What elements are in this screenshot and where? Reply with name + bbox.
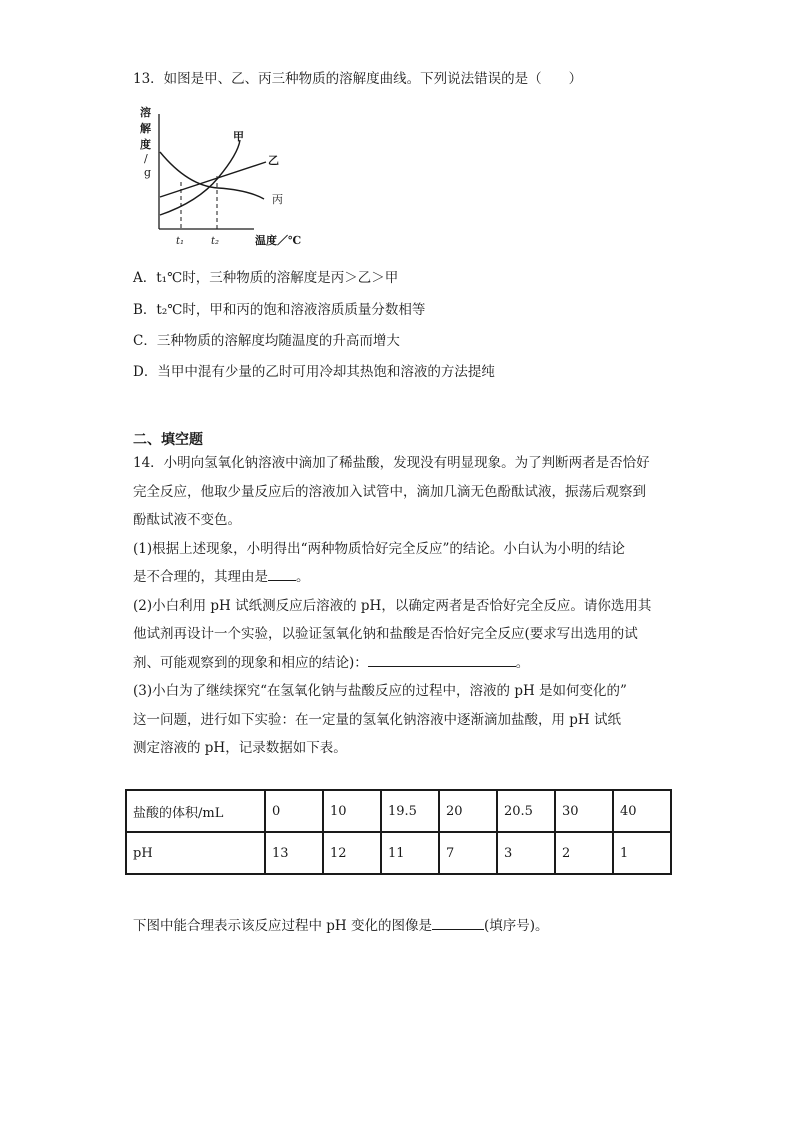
q14-part3-line: 这一问题，进行如下实验：在一定量的氢氧化钠溶液中逐渐滴加盐酸，用 pH 试纸 [133,711,621,728]
table-cell: 12 [323,832,381,874]
curve-jia-label: 甲 [233,130,244,143]
final-question-line: 下图中能合理表示该反应过程中 pH 变化的图像是 (填序号)。 [133,918,549,934]
curve-bing-label: 丙 [272,193,283,206]
y-label-char: 溶 [140,106,151,119]
answer-blank-1[interactable] [268,568,296,581]
option-d: D．当甲中混有少量的乙时可用冷却其热饱和溶液的方法提纯 [133,364,495,380]
y-label-char: 解 [140,122,151,135]
table-cell: 0 [265,790,323,832]
q14-part1-line: (1)根据上述现象，小明得出“两种物质恰好完全反应”的结论。小白认为小明的结论 [133,540,625,557]
table-cell: 7 [439,832,497,874]
section-title: 二、填空题 [133,432,203,448]
table-cell: 30 [555,790,613,832]
table-cell: 10 [323,790,381,832]
curve-jia [160,140,240,215]
curve-yi [160,162,266,197]
table-header-cell: pH [126,832,265,874]
table-cell: 19.5 [381,790,439,832]
table-row-ph [126,832,671,874]
q14-part3-line: 测定溶液的 pH，记录数据如下表。 [133,740,347,756]
solubility-curve-figure [138,100,308,252]
table-cell: 3 [497,832,555,874]
q14-intro-line: 酚酞试液不变色。 [133,512,241,528]
q14-part2-line3: 剂、可能观察到的现象和相应的结论)： 。 [133,654,530,671]
tick-t2-label: t₂ [211,236,220,247]
table-cell: 40 [613,790,671,832]
option-b: B．t₂℃时，甲和丙的饱和溶液溶质质量分数相等 [133,302,426,318]
y-label-char: / [144,152,148,165]
x-axis-label: 温度／℃ [255,234,302,247]
answer-blank-3[interactable] [432,917,484,930]
table-cell: 2 [555,832,613,874]
table-cell: 13 [265,832,323,874]
table-cell: 1 [613,832,671,874]
curve-yi-label: 乙 [268,154,279,167]
y-label-char: g [144,166,152,179]
ph-data-table [125,789,672,875]
option-c: C．三种物质的溶解度均随温度的升高而增大 [133,333,400,349]
q14-intro-line: 14．小明向氢氧化钠溶液中滴加了稀盐酸，发现没有明显现象。为了判断两者是否恰好 [133,455,650,471]
tick-t1-label: t₁ [176,236,185,247]
table-cell: 20 [439,790,497,832]
q14-part3-line: (3)小白为了继续探究“在氢氧化钠与盐酸反应的过程中，溶液的 pH 是如何变化的” [133,683,627,699]
table-cell: 11 [381,832,439,874]
q14-part2-line: (2)小白利用 pH 试纸测反应后溶液的 pH，以确定两者是否恰好完全反应。请你选用其 [133,597,652,614]
table-header-cell: 盐酸的体积/mL [126,790,265,832]
q14-part1-line2: 是不合理的，其理由是 。 [133,569,310,585]
table-cell: 20.5 [497,790,555,832]
question-14 [133,449,651,763]
table-row-volume [126,790,671,832]
q14-intro-line: 完全反应，他取少量反应后的溶液加入试管中，滴加几滴无色酚酞试液，振荡后观察到 [133,483,646,500]
y-label-char: 度 [140,138,151,151]
question-13-stem: 13．如图是甲、乙、丙三种物质的溶解度曲线。下列说法错误的是（ ） [133,71,583,87]
q14-part2-line: 他试剂再设计一个实验，以验证氢氧化钠和盐酸是否恰好完全反应(要求写出选用的试 [133,626,638,642]
option-a: A．t₁℃时，三种物质的溶解度是丙＞乙＞甲 [133,270,399,286]
answer-blank-2[interactable] [368,654,516,667]
